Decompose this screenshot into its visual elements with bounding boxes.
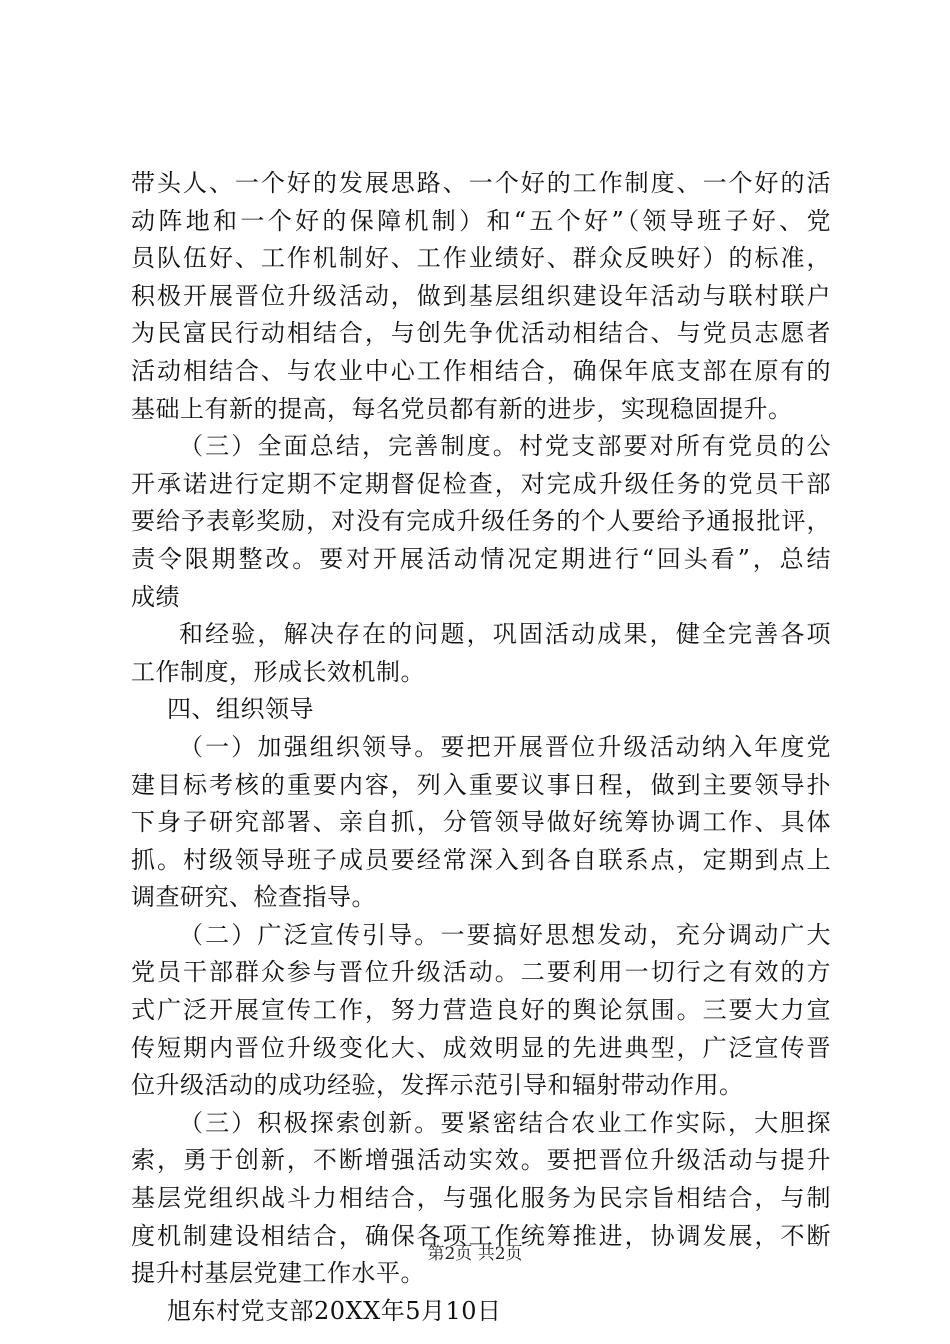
text-line: 活动相结合、与农业中心工作相结合，确保年底支部在原有的 bbox=[131, 356, 831, 385]
signature-line: 旭东村党支部20XX年5月10日 bbox=[167, 1296, 502, 1325]
text-line: 基层党组织战斗力相结合，与强化服务为民宗旨相结合，与制 bbox=[131, 1184, 831, 1213]
text-line: 开承诺进行定期不定期督促检查，对完成升级任务的党员干部 bbox=[131, 469, 831, 498]
text-line: 员队伍好、工作机制好、工作业绩好、群众反映好）的标准， bbox=[131, 244, 831, 273]
text-line: （三）全面总结，完善制度。村党支部要对所有党员的公 bbox=[179, 432, 831, 461]
text-line: 位升级活动的成功经验，发挥示范引导和辐射带动作用。 bbox=[131, 1071, 744, 1100]
text-line: 传短期内晋位升级变化大、成效明显的先进典型，广泛宣传晋 bbox=[131, 1033, 831, 1062]
page-number-footer: 第2页 共2页 bbox=[427, 1244, 523, 1264]
text-line: 党员干部群众参与晋位升级活动。二要利用一切行之有效的方 bbox=[131, 958, 831, 987]
text-line: 责令限期整改。要对开展活动情况定期进行“回头看”，总结 bbox=[131, 544, 831, 573]
text-line: （二）广泛宣传引导。一要搞好思想发动，充分调动广大 bbox=[179, 920, 831, 949]
text-line: 抓。村级领导班子成员要经常深入到各自联系点，定期到点上 bbox=[131, 845, 831, 874]
section-heading: 四、组织领导 bbox=[167, 695, 314, 724]
text-line: 要给予表彰奖励，对没有完成升级任务的个人要给予通报批评， bbox=[131, 507, 831, 536]
text-line: 为民富民行动相结合，与创先争优活动相结合、与党员志愿者 bbox=[131, 319, 831, 348]
document-body bbox=[131, 165, 831, 1330]
text-line: 下身子研究部署、亲自抓，分管领导做好统筹协调工作、具体 bbox=[131, 808, 831, 837]
text-line: 索，勇于创新，不断增强活动实效。要把晋位升级活动与提升 bbox=[131, 1146, 831, 1175]
text-line: 提升村基层党建工作水平。 bbox=[131, 1259, 425, 1288]
text-line: 调查研究、检查指导。 bbox=[131, 883, 376, 912]
text-line: 工作制度，形成长效机制。 bbox=[131, 657, 425, 686]
text-line: 度机制建设相结合，确保各项工作统筹推进，协调发展，不断 bbox=[131, 1221, 831, 1250]
text-line: 积极开展晋位升级活动，做到基层组织建设年活动与联村联户 bbox=[131, 281, 831, 310]
text-line: 成绩 bbox=[131, 582, 180, 611]
text-line: 式广泛开展宣传工作，努力营造良好的舆论氛围。三要大力宣 bbox=[131, 996, 831, 1025]
text-line: （一）加强组织领导。要把开展晋位升级活动纳入年度党 bbox=[179, 732, 831, 761]
text-line: 动阵地和一个好的保障机制）和“五个好”（领导班子好、党 bbox=[131, 206, 831, 235]
text-line: 带头人、一个好的发展思路、一个好的工作制度、一个好的活 bbox=[131, 169, 831, 197]
text-line: （三）积极探索创新。要紧密结合农业工作实际，大胆探 bbox=[179, 1108, 831, 1137]
text-line: 和经验，解决存在的问题，巩固活动成果，健全完善各项 bbox=[179, 620, 831, 649]
text-line: 建目标考核的重要内容，列入重要议事日程，做到主要领导扑 bbox=[131, 770, 831, 799]
text-line: 基础上有新的提高，每名党员都有新的进步，实现稳固提升。 bbox=[131, 394, 793, 423]
